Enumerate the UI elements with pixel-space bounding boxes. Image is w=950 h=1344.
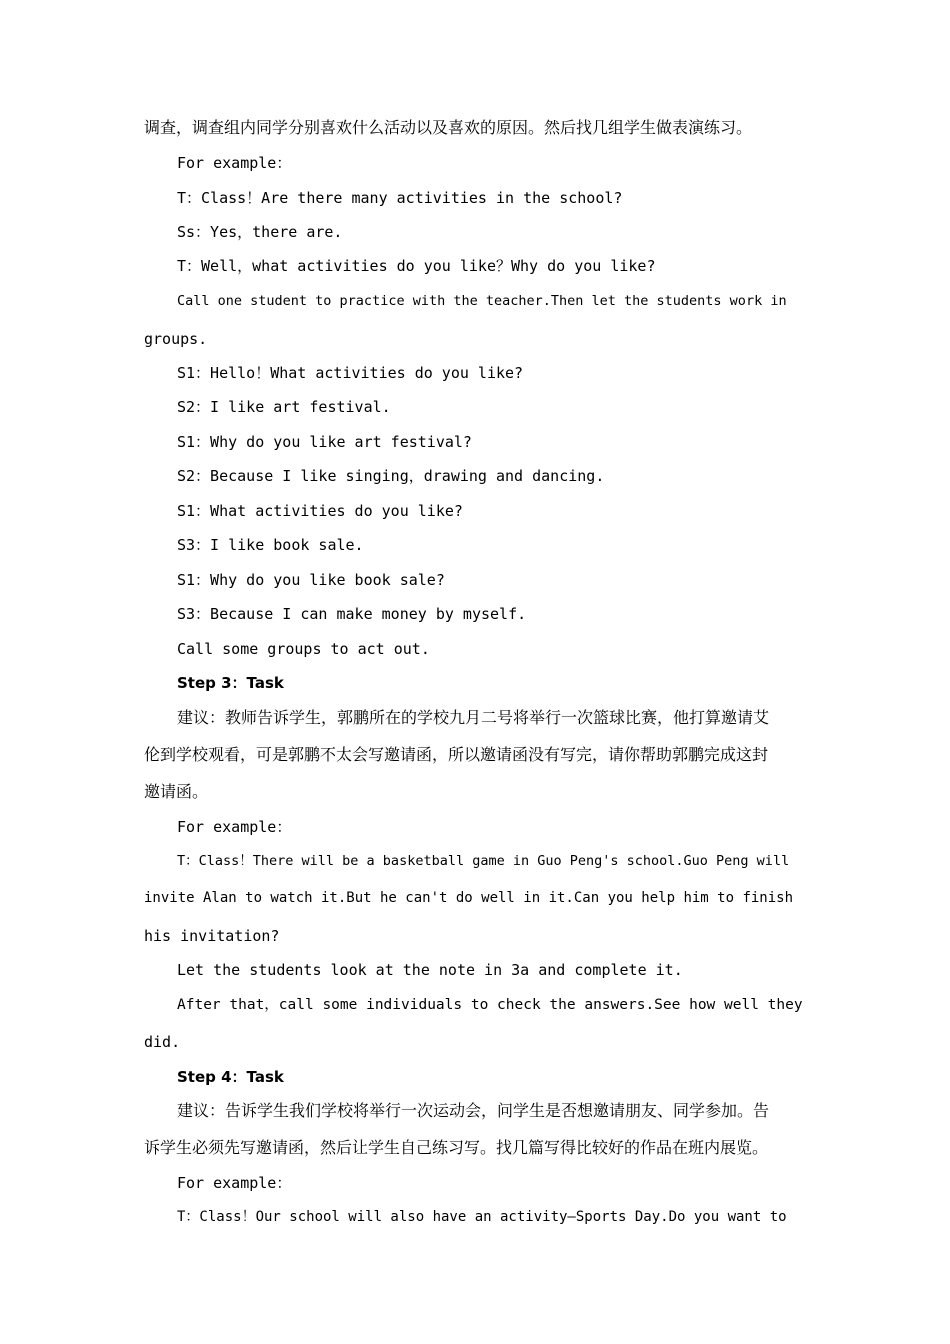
dialogue-line: Ss：Yes，there are. [177, 223, 343, 241]
paragraph-line: 调查，调查组内同学分别喜欢什么活动以及喜欢的原因。然后找几组学生做表演练习。 [144, 118, 753, 137]
dialogue-line: S3：I like book sale. [177, 536, 364, 554]
dialogue-line: S1：What activities do you like? [177, 502, 463, 520]
step-heading: Step 3：Task [177, 674, 284, 692]
paragraph-line: After that，call some individuals to check the answers.See how well they [177, 997, 803, 1013]
paragraph-line: 建议：告诉学生我们学校将举行一次运动会，问学生是否想邀请朋友、同学参加。告 [177, 1101, 770, 1120]
dialogue-line: S3：Because I can make money by myself. [177, 605, 527, 623]
dialogue-line: S1：Why do you like book sale? [177, 571, 445, 589]
dialogue-line: S1：Hello！What activities do you like? [177, 364, 524, 382]
paragraph-line: 建议：教师告诉学生，郭鹏所在的学校九月二号将举行一次篮球比赛，他打算邀请艾 [177, 708, 770, 727]
paragraph-line: 诉学生必须先写邀请函，然后让学生自己练习写。找几篇写得比较好的作品在班内展览。 [144, 1138, 769, 1157]
paragraph-line: 伦到学校观看，可是郭鹏不太会写邀请函，所以邀请函没有写完，请你帮助郭鹏完成这封 [144, 745, 769, 764]
dialogue-line: S2：Because I like singing，drawing and dancing. [177, 467, 605, 485]
dialogue-line: T：Class！Are there many activities in the school? [177, 189, 623, 207]
example-label: For example： [177, 1174, 292, 1192]
dialogue-line: invite Alan to watch it.But he can't do well in it.Can you help him to finish [144, 890, 794, 906]
paragraph-line: groups. [144, 330, 208, 348]
paragraph-line: did. [144, 1033, 181, 1051]
example-label: For example： [177, 818, 292, 836]
dialogue-line: S2：I like art festival. [177, 398, 391, 416]
dialogue-line: T：Class！Our school will also have an activity—Sports Day.Do you want to [177, 1209, 787, 1225]
dialogue-line: S1：Why do you like art festival? [177, 433, 472, 451]
paragraph-line: Call one student to practice with the teacher.Then let the students work in [177, 293, 787, 309]
example-label: For example： [177, 154, 292, 172]
dialogue-line: T：Well，what activities do you like？Why do you like? [177, 257, 656, 275]
paragraph-line: Call some groups to act out. [177, 640, 430, 658]
paragraph-line: 邀请函。 [144, 782, 209, 801]
dialogue-line: his invitation? [144, 927, 280, 945]
dialogue-line: T：Class！There will be a basketball game in Guo Peng's school.Guo Peng will [177, 853, 790, 869]
paragraph-line: Let the students look at the note in 3a and complete it. [177, 961, 683, 979]
step-heading: Step 4：Task [177, 1068, 284, 1086]
